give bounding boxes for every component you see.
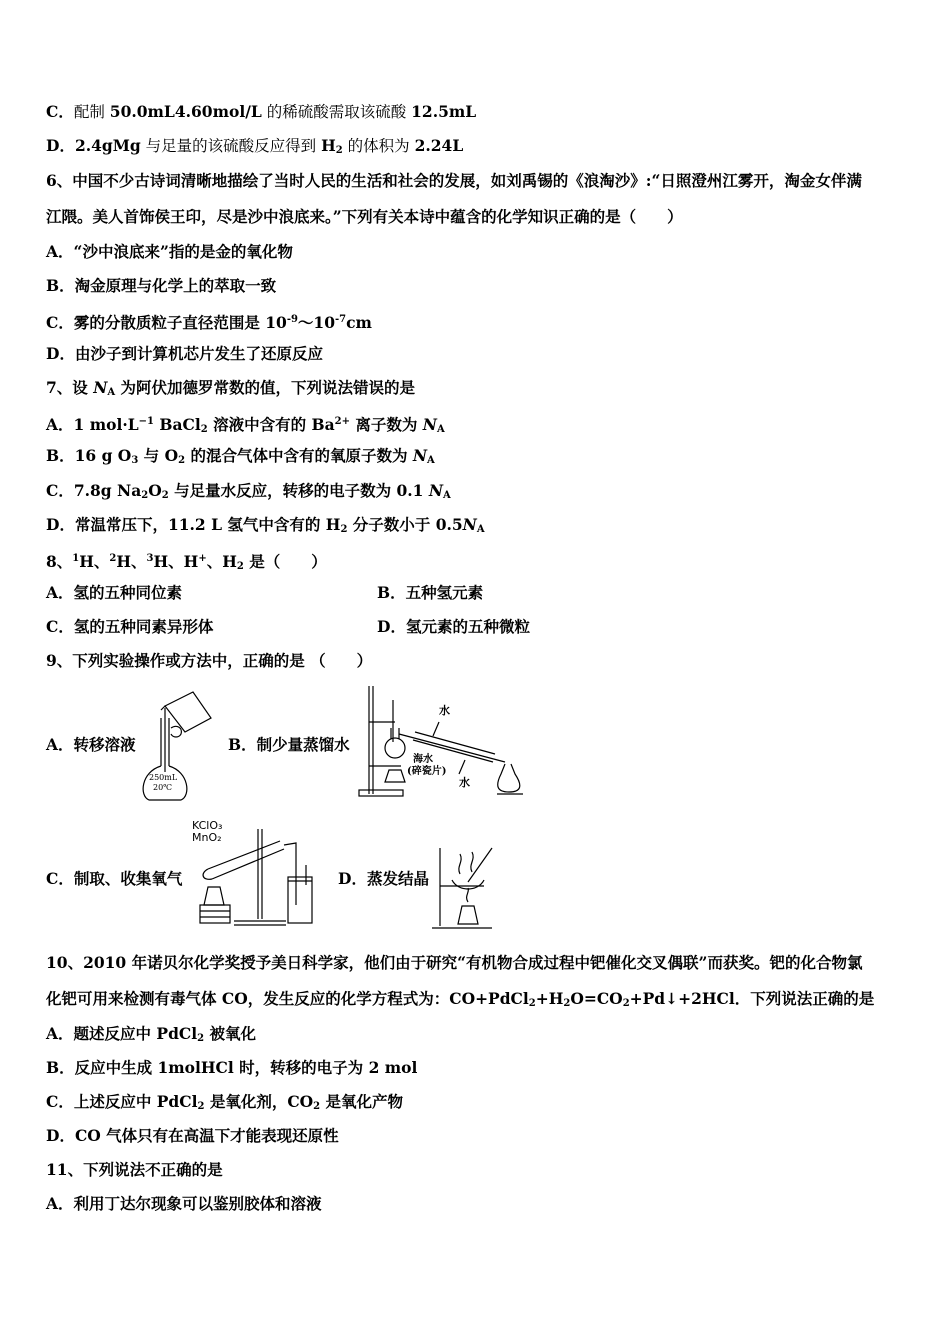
q6-option-a: A．“沙中浪底来”指的是金的氧化物 — [46, 242, 293, 261]
q7-option-a: A．1 $mol\cdot L^{-1}$ BaCl$_2$ 溶液中含有的 $Ba^{2+}$ 离子数为 $N_A$ — [46, 415, 445, 435]
q6-stem-line2: 江隈。美人首饰侯王印，尽是沙中浪底来。”下列有关本诗中蕴含的化学知识正确的是（ ） — [46, 207, 683, 226]
q10-stem-line2: 化钯可用来检测有毒气体 CO，发生反应的化学方程式为：$CO+PdCl_2+H_2O=CO_2+Pd↓+2HCl$．下列说法正确的是 — [46, 989, 875, 1009]
q7-option-c: C．7.8g $Na_2O_2$ 与足量水反应，转移的电子数为 0.1 $N_A$ — [46, 481, 451, 501]
q10-option-a: A．题述反应中 PdCl$_2$ 被氧化 — [46, 1024, 257, 1044]
q6-option-b: B．淘金原理与化学上的萃取一致 — [46, 276, 277, 295]
q11-option-a: A．利用丁达尔现象可以鉴别胶体和溶液 — [46, 1194, 322, 1213]
evaporation-figure — [432, 840, 502, 932]
q7-option-b: B．16 g $O_3$ 与 $O_2$ 的混合气体中含有的氧原子数为 $N_A$ — [46, 446, 435, 466]
q8-option-a: A．氢的五种同位素 — [46, 583, 183, 602]
q10-option-c: C．上述反应中 PdCl$_2$ 是氧化剂，$CO_2$ 是氧化产物 — [46, 1092, 404, 1112]
q8-stem: 8、$^1$H、$^2$H、$^3$H、H+、$H_2$ 是（ ） — [46, 552, 327, 572]
flask-label-temp: 20℃ — [153, 783, 173, 792]
volumetric-flask-figure — [135, 688, 215, 803]
q8-option-b: B．五种氢元素 — [377, 583, 484, 602]
q10-stem-line1: 10、2010 年诺贝尔化学奖授予美日科学家，他们由于研究“有机物合成过程中钯催化交叉偶联”而获奖。钯的化合物氯 — [46, 953, 863, 972]
distillation-figure — [355, 682, 525, 800]
oxygen-reagent-kclo3: KClO₃ — [192, 819, 223, 832]
q5-option-c: C．配制 50.0mL4.60mol/L 的稀硫酸需取该硫酸 12.5mL — [46, 102, 477, 121]
flask-label-volume: 250mL — [149, 773, 178, 782]
q10-option-b: B．反应中生成 1molHCl 时，转移的电子为 2 mol — [46, 1058, 418, 1077]
distill-label-chips: (碎瓷片) — [407, 766, 447, 777]
q9-option-d-label: D．蒸发结晶 — [338, 869, 429, 888]
q9-option-a-label: A．转移溶液 — [46, 735, 136, 754]
q5-option-d: D．2.4gMg 与足量的该硫酸反应得到 $H_2$ 的体积为 2.24L — [46, 136, 464, 156]
oxygen-reagent-mno2: MnO₂ — [192, 831, 222, 844]
q6-option-c: C．雾的分散质粒子直径范围是 $10^{-9}\sim 10^{-7}cm$ — [46, 313, 372, 332]
q6-stem-line1: 6、中国不少古诗词清晰地描绘了当时人民的生活和社会的发展，如刘禹锡的《浪淘沙》:“日照澄州江雾开，淘金女伴满 — [46, 171, 862, 190]
q8-option-d: D．氢元素的五种微粒 — [377, 617, 530, 636]
q9-option-b-label: B．制少量蒸馏水 — [228, 735, 350, 754]
q10-option-d: D．CO 气体只有在高温下才能表现还原性 — [46, 1126, 339, 1145]
distill-label-water-bottom: 水 — [459, 776, 470, 789]
q7-stem: 7、设 $N_A$ 为阿伏加德罗常数的值，下列说法错误的是 — [46, 378, 416, 398]
q11-stem: 11、下列说法不正确的是 — [46, 1160, 223, 1179]
q9-option-c-label: C．制取、收集氧气 — [46, 869, 183, 888]
q6-option-d: D．由沙子到计算机芯片发生了还原反应 — [46, 344, 323, 363]
q8-option-c: C．氢的五种同素异形体 — [46, 617, 214, 636]
distill-label-seawater: 海水 — [413, 754, 433, 765]
q9-stem: 9、下列实验操作或方法中，正确的是 （ ） — [46, 651, 373, 670]
distill-label-water-top: 水 — [439, 704, 450, 717]
q7-option-d: D．常温常压下，11.2 L 氢气中含有的 $H_2$ 分子数小于 $0.5N_A$ — [46, 515, 485, 535]
oxygen-preparation-figure — [190, 815, 330, 927]
